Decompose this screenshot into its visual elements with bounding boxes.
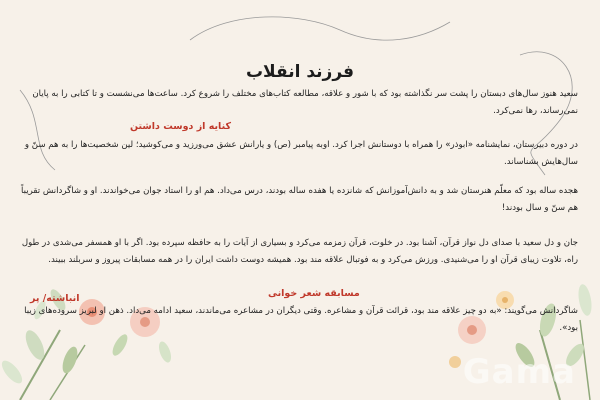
watermark-logo: Gama [462,352,576,392]
paragraph-5: شاگردانش می‌گویند: «به دو چیز علاقه مند بود، قرائت قرآن و مشاعره. وقتی دیگران در مشاعره می‌ماندند، سعید ادامه می‌داد. ذهن او لبریز سروده‌های زیبا بود». [24,306,578,333]
swirl-line-top [190,17,450,40]
paragraph-3: هجده ساله بود که معلّم هنرستان شد و به دانش‌آموزانش که شانزده یا هفده ساله بودند، درس می‌داد. هم او را استاد جوان می‌خواندند. او و شاگردانش تقریباً هم سنّ و سال بودند! [21,186,578,213]
paragraph-1: سعید هنوز سال‌های دبستان را پشت سر نگذاشته بود که با شور و علاقه، مطالعه کتاب‌های مختلف را شروع کرد. ساعت‌ها می‌نشست و تا کتابی را به پایان نمی‌رساند، رها نمی‌کرد. [32,89,578,116]
paragraph-4: جان و دل سعید با صدای دل نواز قرآن، آشنا بود. در خلوت، قرآن زمزمه می‌کرد و بسیاری از آیات را به حافظه سپرده بود. اگر با او همسفر می‌شدی در طول راه، تلاوت زیبای قرآن او را می‌شنیدی. ورزش می‌کرد و به فوتبال علاقه مند بود. همیشه دوست داشت ایران را در همه مسابقات پیروز و سربلند ببیند. [21,238,578,265]
note-overflowing: انباشته/ پر [30,293,80,304]
page-title: فرزند انقلاب [245,62,355,82]
note-poetry-contest: مسابقه شعر خوانی [268,288,360,299]
note-friend-allusion: کنایه از دوست داشتن [130,121,232,132]
paragraph-2: در دوره دبیرستان، نمایشنامه «ابوذر» را همراه با دوستانش اجرا کرد. اوبه پیامبر (ص) و یارانش عشق می‌ورزید و می‌کوشید؛ لین شخصیت‌ها را به هم سنّ و سال‌هایش بشناساند. [24,140,578,167]
